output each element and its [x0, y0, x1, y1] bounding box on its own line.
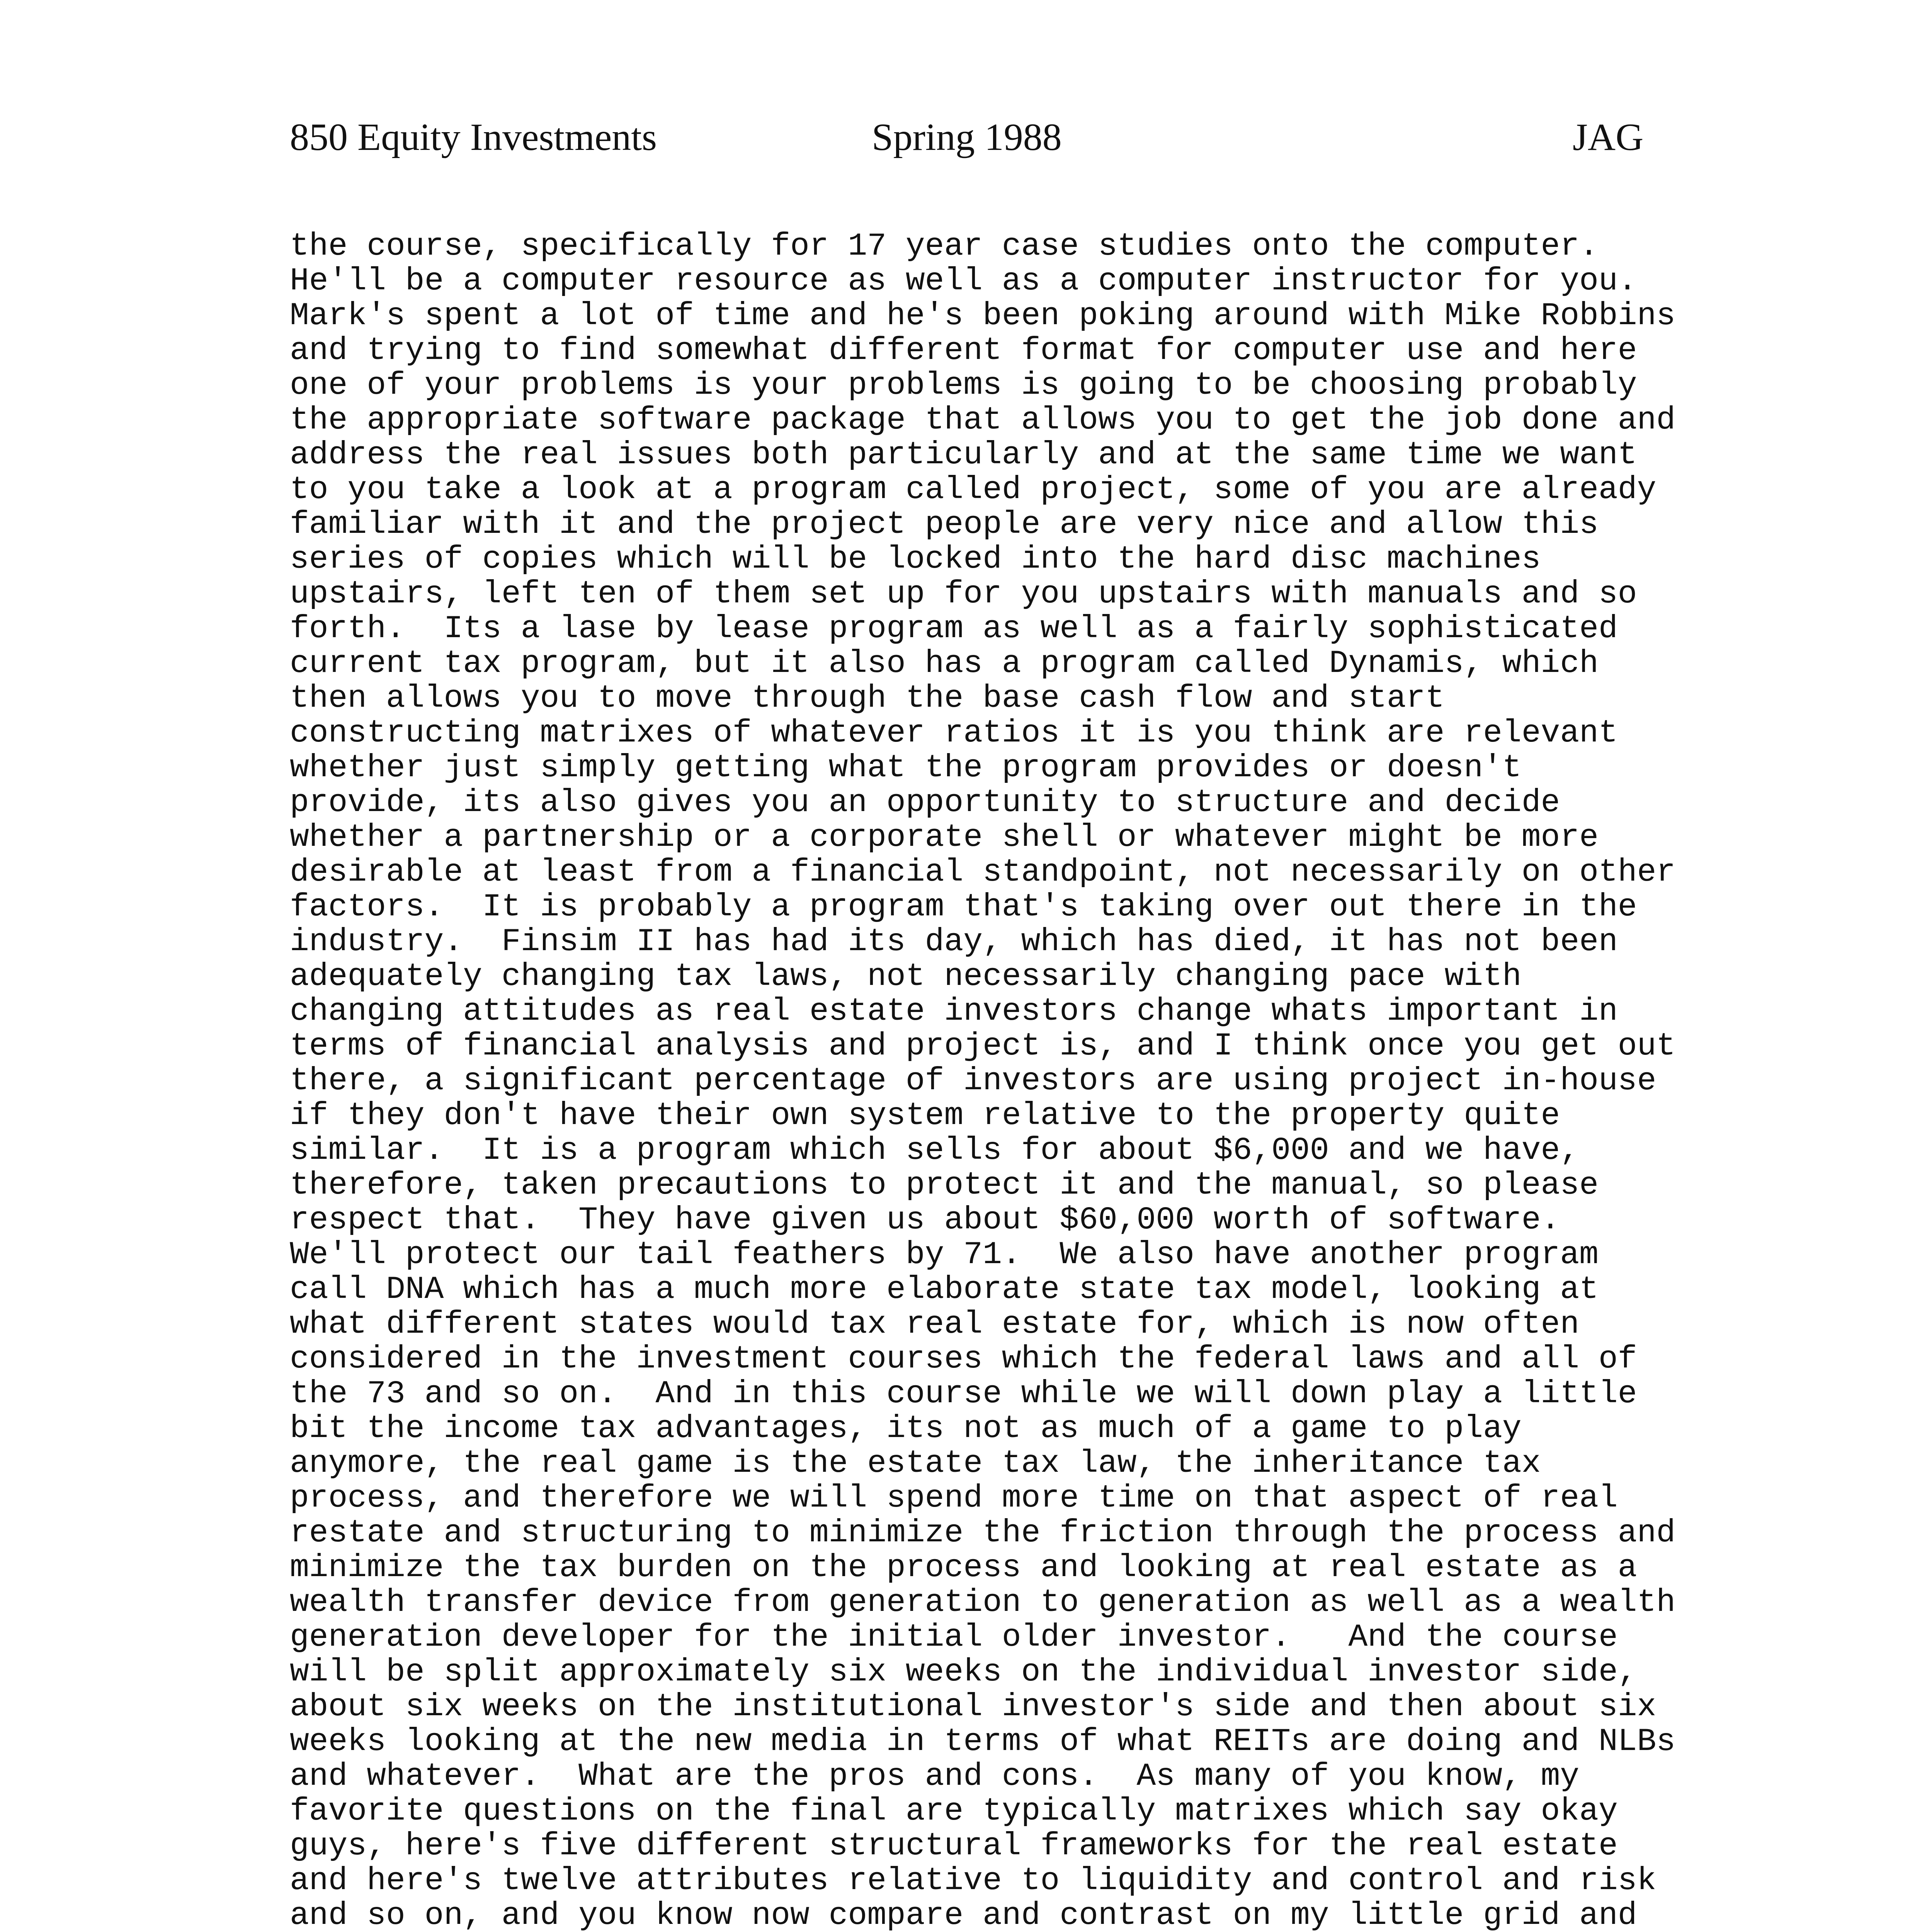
header-term: Spring 1988 — [872, 116, 1062, 158]
body-line: similar. It is a program which sells for about $6,000 and we have, — [290, 1132, 1580, 1168]
body-line: wealth transfer device from generation to generation as well as a wealth — [290, 1584, 1676, 1621]
body-line: forth. Its a lase by lease program as well as a fairly sophisticated — [290, 611, 1618, 647]
body-line: therefore, taken precautions to protect it and the manual, so please — [290, 1167, 1599, 1203]
body-line: desirable at least from a financial standpoint, not necessarily on other — [290, 854, 1676, 890]
body-line: current tax program, but it also has a program called Dynamis, which — [290, 645, 1599, 682]
body-line: changing attitudes as real estate investors change whats important in — [290, 993, 1618, 1029]
body-line: anymore, the real game is the estate tax law, the inheritance tax — [290, 1445, 1541, 1481]
body-line: generation developer for the initial older investor. And the course — [290, 1619, 1618, 1655]
body-line: guys, here's five different structural frameworks for the real estate — [290, 1828, 1618, 1864]
body-line: constructing matrixes of whatever ratios it is you think are relevant — [290, 715, 1618, 751]
body-line: there, a significant percentage of investors are using project in-house — [290, 1063, 1656, 1099]
body-line: factors. It is probably a program that's taking over out there in the — [290, 889, 1637, 925]
body-line: about six weeks on the institutional investor's side and then about six — [290, 1689, 1656, 1725]
body-line: the appropriate software package that allows you to get the job done and — [290, 402, 1676, 438]
body-line: minimize the tax burden on the process and looking at real estate as a — [290, 1549, 1637, 1586]
body-line: favorite questions on the final are typically matrixes which say okay — [290, 1793, 1618, 1829]
body-line: address the real issues both particularly and at the same time we want — [290, 437, 1637, 473]
body-line: terms of financial analysis and project is, and I think once you get out — [290, 1028, 1676, 1064]
body-line: He'll be a computer resource as well as a computer instructor for you. — [290, 263, 1637, 299]
body-line: and so on, and you know now compare and contrast on my little grid and — [290, 1897, 1637, 1932]
body-line: call DNA which has a much more elaborate state tax model, looking at — [290, 1271, 1599, 1308]
body-line: and whatever. What are the pros and cons. As many of you know, my — [290, 1758, 1580, 1794]
body-line: Mark's spent a lot of time and he's been poking around with Mike Robbins — [290, 298, 1676, 334]
body-line: bit the income tax advantages, its not as much of a game to play — [290, 1410, 1522, 1447]
header-initials: JAG — [1573, 116, 1644, 158]
body-line: We'll protect our tail feathers by 71. We also have another program — [290, 1236, 1599, 1273]
body-line: and here's twelve attributes relative to liquidity and control and risk — [290, 1862, 1656, 1899]
body-line: what different states would tax real estate for, which is now often — [290, 1306, 1580, 1342]
body-line: industry. Finsim II has had its day, which has died, it has not been — [290, 923, 1618, 960]
body-line: adequately changing tax laws, not necessarily changing pace with — [290, 958, 1522, 995]
body-line: provide, its also gives you an opportunity to structure and decide — [290, 784, 1560, 821]
header-course-title: 850 Equity Investments — [290, 116, 657, 158]
body-line: to you take a look at a program called project, some of you are already — [290, 471, 1656, 508]
body-line: respect that. They have given us about $60,000 worth of software. — [290, 1202, 1560, 1238]
body-line: upstairs, left ten of them set up for you upstairs with manuals and so — [290, 576, 1637, 612]
body-line: familiar with it and the project people are very nice and allow this — [290, 506, 1599, 543]
body-line: one of your problems is your problems is going to be choosing probably — [290, 367, 1637, 403]
body-line: if they don't have their own system relative to the property quite — [290, 1097, 1560, 1134]
body-line: then allows you to move through the base cash flow and start — [290, 680, 1445, 716]
body-line: process, and therefore we will spend more time on that aspect of real — [290, 1480, 1618, 1516]
body-line: series of copies which will be locked into the hard disc machines — [290, 541, 1541, 577]
transcript-body — [290, 229, 1719, 1932]
body-line: the course, specifically for 17 year case studies onto the computer. — [290, 228, 1599, 264]
body-line: the 73 and so on. And in this course while we will down play a little — [290, 1376, 1637, 1412]
body-line: weeks looking at the new media in terms of what REITs are doing and NLBs — [290, 1723, 1676, 1760]
body-line: whether a partnership or a corporate shell or whatever might be more — [290, 819, 1599, 855]
body-line: and trying to find somewhat different format for computer use and here — [290, 332, 1637, 369]
body-line: will be split approximately six weeks on the individual investor side, — [290, 1654, 1637, 1690]
body-line: restate and structuring to minimize the friction through the process and — [290, 1515, 1676, 1551]
body-line: whether just simply getting what the program provides or doesn't — [290, 750, 1522, 786]
body-line: considered in the investment courses which the federal laws and all of — [290, 1341, 1637, 1377]
